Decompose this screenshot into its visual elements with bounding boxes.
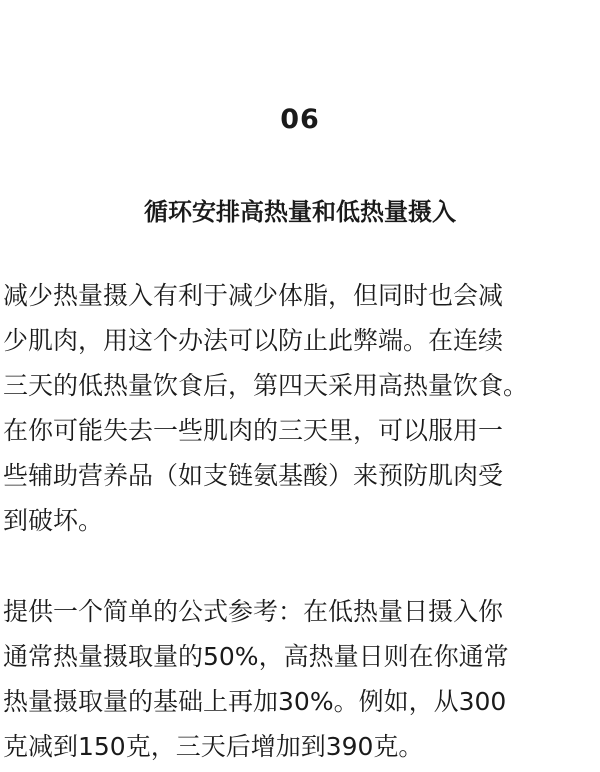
paragraph-line: 提供一个简单的公式参考：在低热量日摄入你 — [3, 597, 504, 626]
paragraph-line: 克减到150克，三天后增加到390克。 — [3, 732, 424, 761]
paragraph-line: 减少热量摄入有利于减少体脂，但同时也会减 — [3, 281, 504, 310]
body-paragraph-1 — [3, 273, 597, 543]
paragraph-line: 通常热量摄取量的50%，高热量日则在你通常 — [3, 642, 509, 671]
body-paragraph-2 — [3, 589, 597, 769]
section-number: 06 — [280, 104, 320, 135]
paragraph-line: 在你可能失去一些肌肉的三天里，可以服用一 — [3, 416, 504, 445]
section-title: 循环安排高热量和低热量摄入 — [144, 198, 456, 226]
paragraph-line: 到破坏。 — [3, 506, 104, 535]
paragraph-line: 些辅助营养品（如支链氨基酸）来预防肌肉受 — [3, 461, 504, 490]
paragraph-line: 热量摄取量的基础上再加30%。例如，从300 — [3, 687, 507, 716]
paragraph-line: 三天的低热量饮食后，第四天采用高热量饮食。 — [3, 371, 529, 400]
cropped-text-fragment — [0, 0, 130, 4]
paragraph-line: 少肌肉，用这个办法可以防止此弊端。在连续 — [3, 326, 504, 355]
